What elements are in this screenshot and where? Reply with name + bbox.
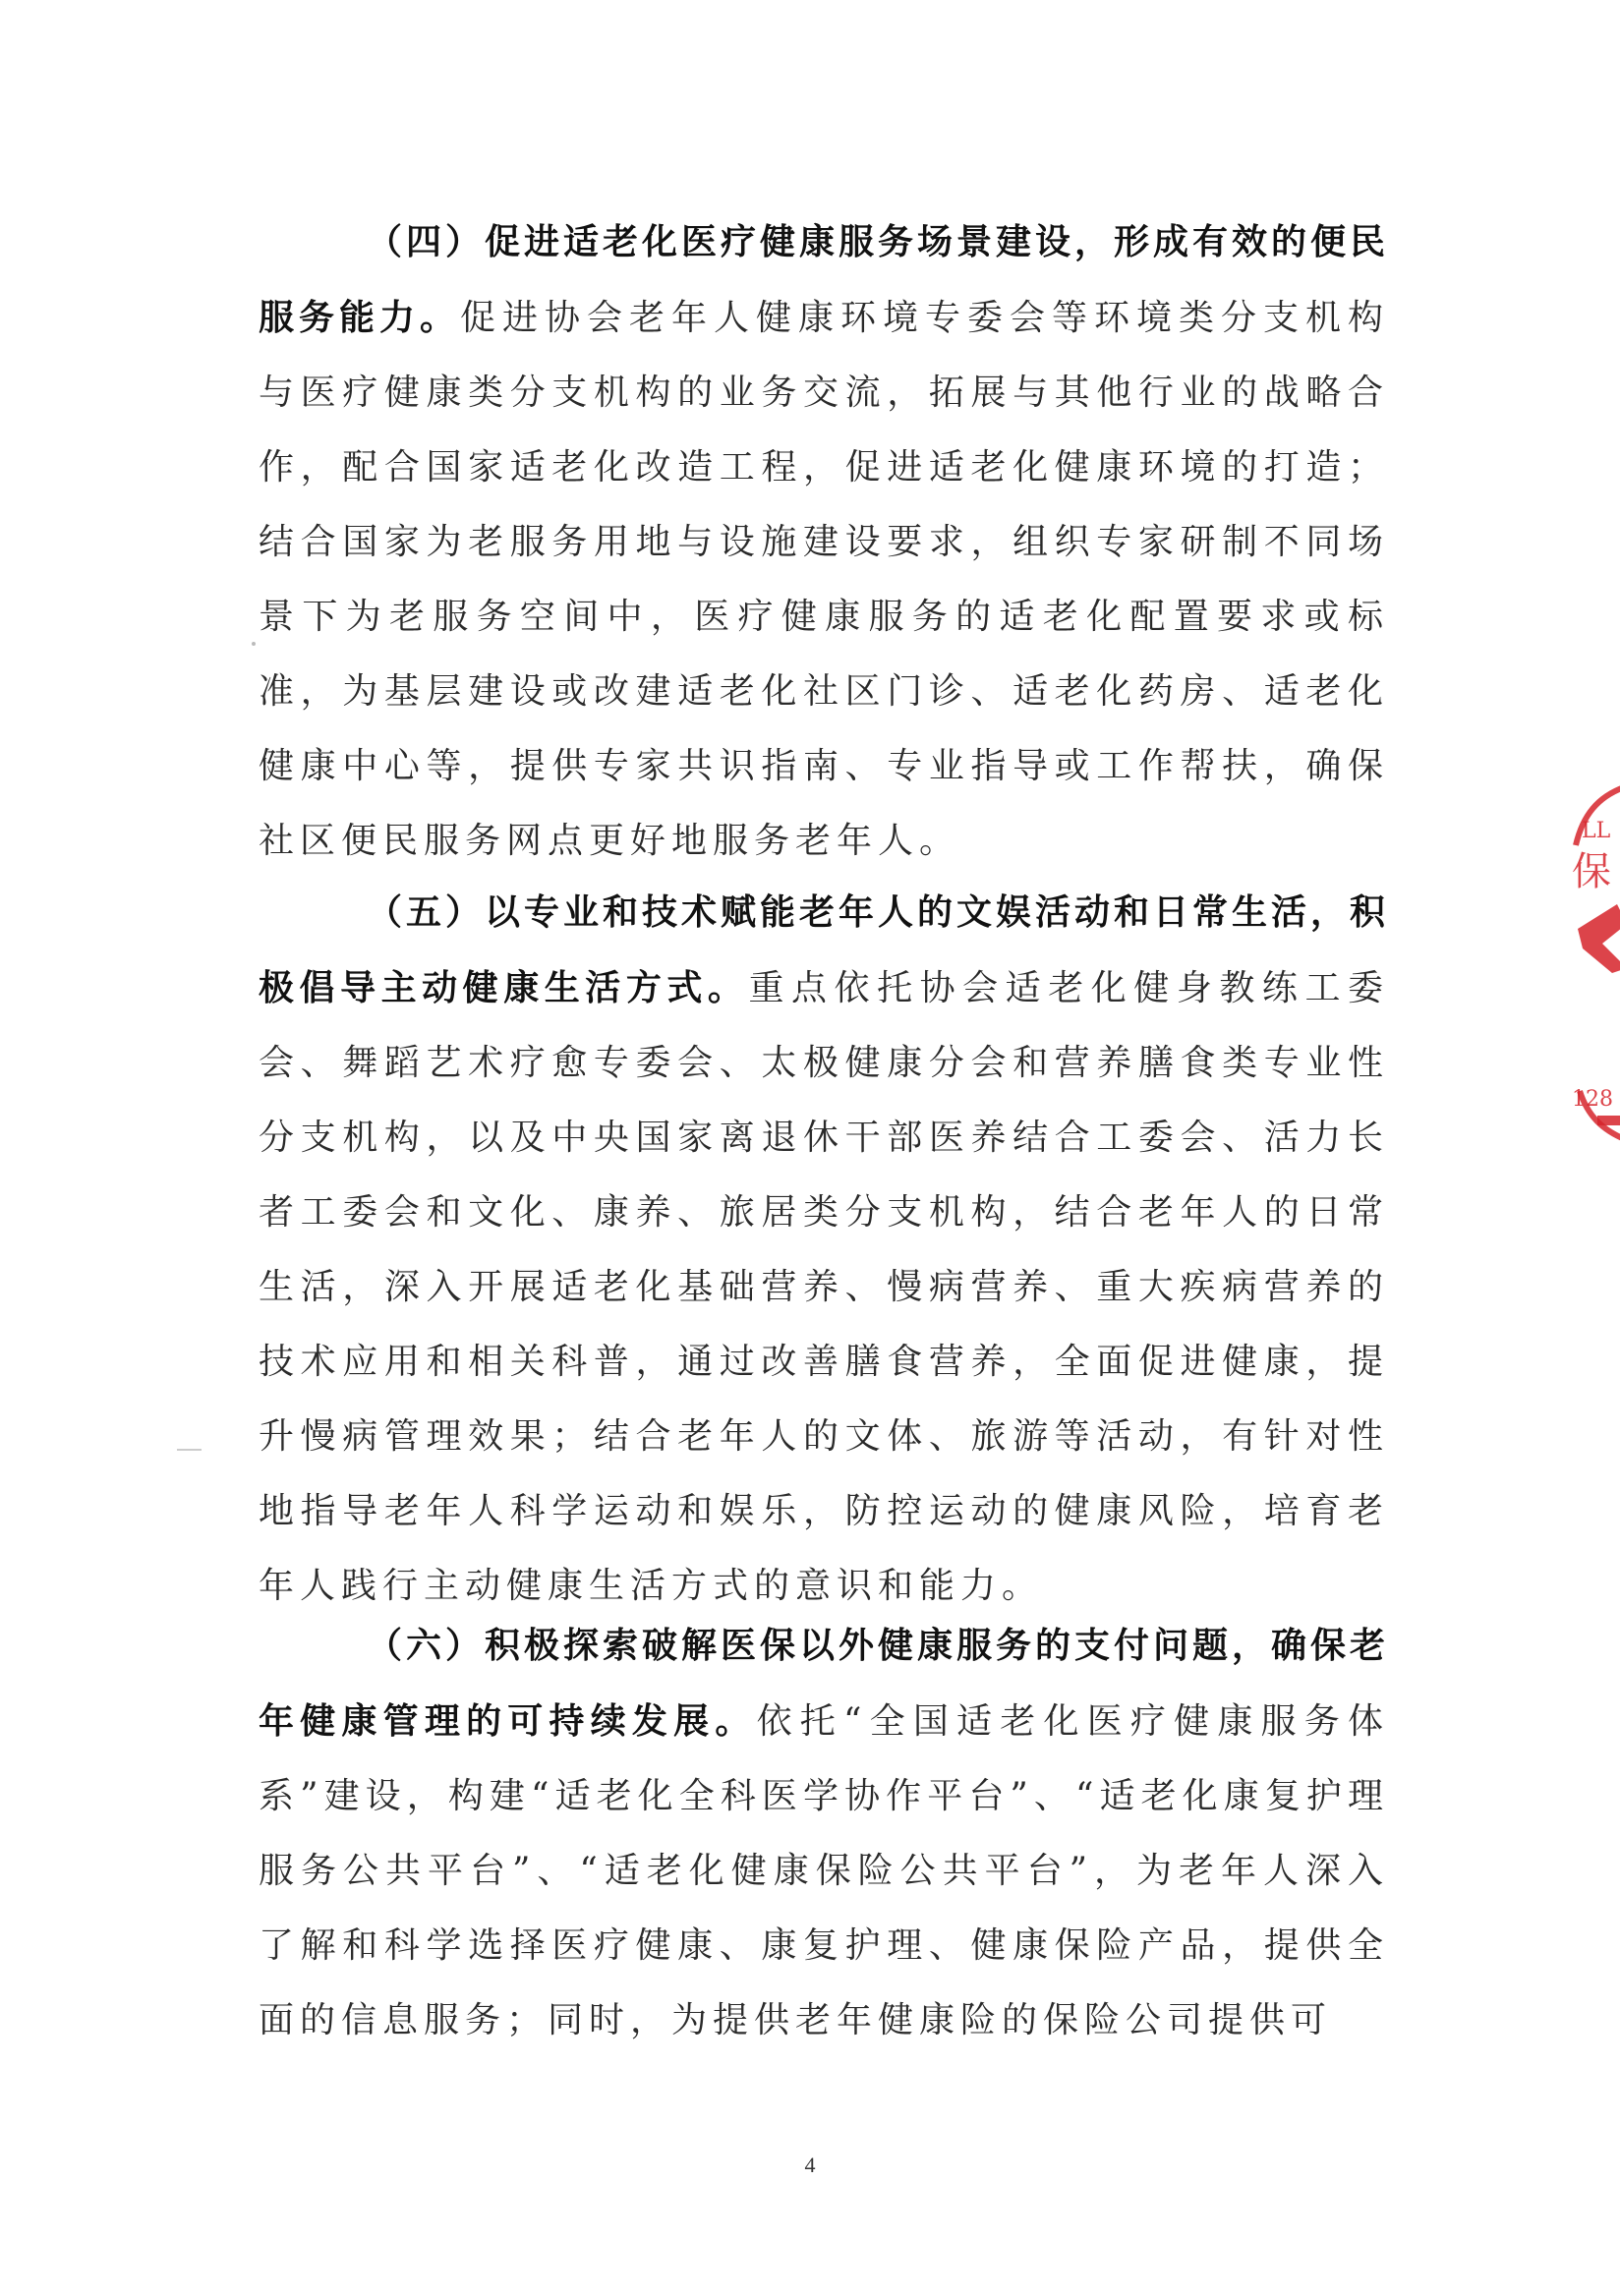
section-4-paragraph (259, 204, 1389, 879)
section-5-body: 重点依托协会适老化健身教练工委会、舞蹈艺术疗愈专委会、太极健康分会和营养膳食类专业性分支机构，以及中央国家离退休干部医养结合工委会、活力长者工委会和文化、康养、旅居类分支机构，结合老年人的日常生活，深入开展适老化基础营养、慢病营养、重大疾病营养的技术应用和相关科普，通过改善膳食营养，全面促进健康，提升慢病管理效果；结合老年人的文体、旅游等活动，有针对性地指导老年人科学运动和娱乐，防控运动的健康风险，培育老年人践行主动健康生活方式的意识和能力。 (259, 968, 1389, 1606)
section-4-heading: （四）促进适老化医疗健康服务场景建设，形成有效的便民服务能力。 (259, 221, 1390, 338)
seal-bar-fragment (1597, 1116, 1620, 1125)
section-6-body: 依托“全国适老化医疗健康服务体系”建设，构建“适老化全科医学协作平台”、“适老化康复护理服务公共平台”、“适老化健康保险公共平台”，为老年人深入了解和科学选择医疗健康、康复护理、健康保险产品，提供全面的信息服务；同时，为提供老年健康险的保险公司提供可 (259, 1701, 1389, 2040)
section-6-heading: （六）积极探索破解医保以外健康服务的支付问题，确保老年健康管理的可持续发展。 (259, 1625, 1390, 1742)
section-5-heading: （五）以专业和技术赋能老年人的文娱活动和日常生活，积极倡导主动健康生活方式。 (259, 891, 1390, 1008)
seal-text-bao: 保 (1572, 849, 1611, 894)
speck (252, 642, 256, 646)
page-number: 4 (804, 2152, 816, 2177)
section-5-paragraph (259, 875, 1389, 1624)
section-4-body: 促进协会老年人健康环境专委会等环境类分支机构与医疗健康类分支机构的业务交流，拓展与其他行业的战略合作，配合国家适老化改造工程，促进适老化健康环境的打造；结合国家为老服务用地与设施建设要求，组织专家研制不同场景下为老服务空间中，医疗健康服务的适老化配置要求或标准，为基层建设或改建适老化社区门诊、适老化药房、适老化健康中心等，提供专家共识指南、专业指导或工作帮扶，确保社区便民服务网点更好地服务老年人。 (259, 298, 1389, 861)
section-6-paragraph (259, 1608, 1389, 2058)
seal-graphic (1558, 776, 1620, 1150)
seal-text-128: 128 (1572, 1087, 1613, 1112)
seal-text-ll: LL (1582, 819, 1611, 843)
seal-star-fragment (1578, 904, 1620, 973)
official-seal-stamp (1558, 776, 1620, 1150)
